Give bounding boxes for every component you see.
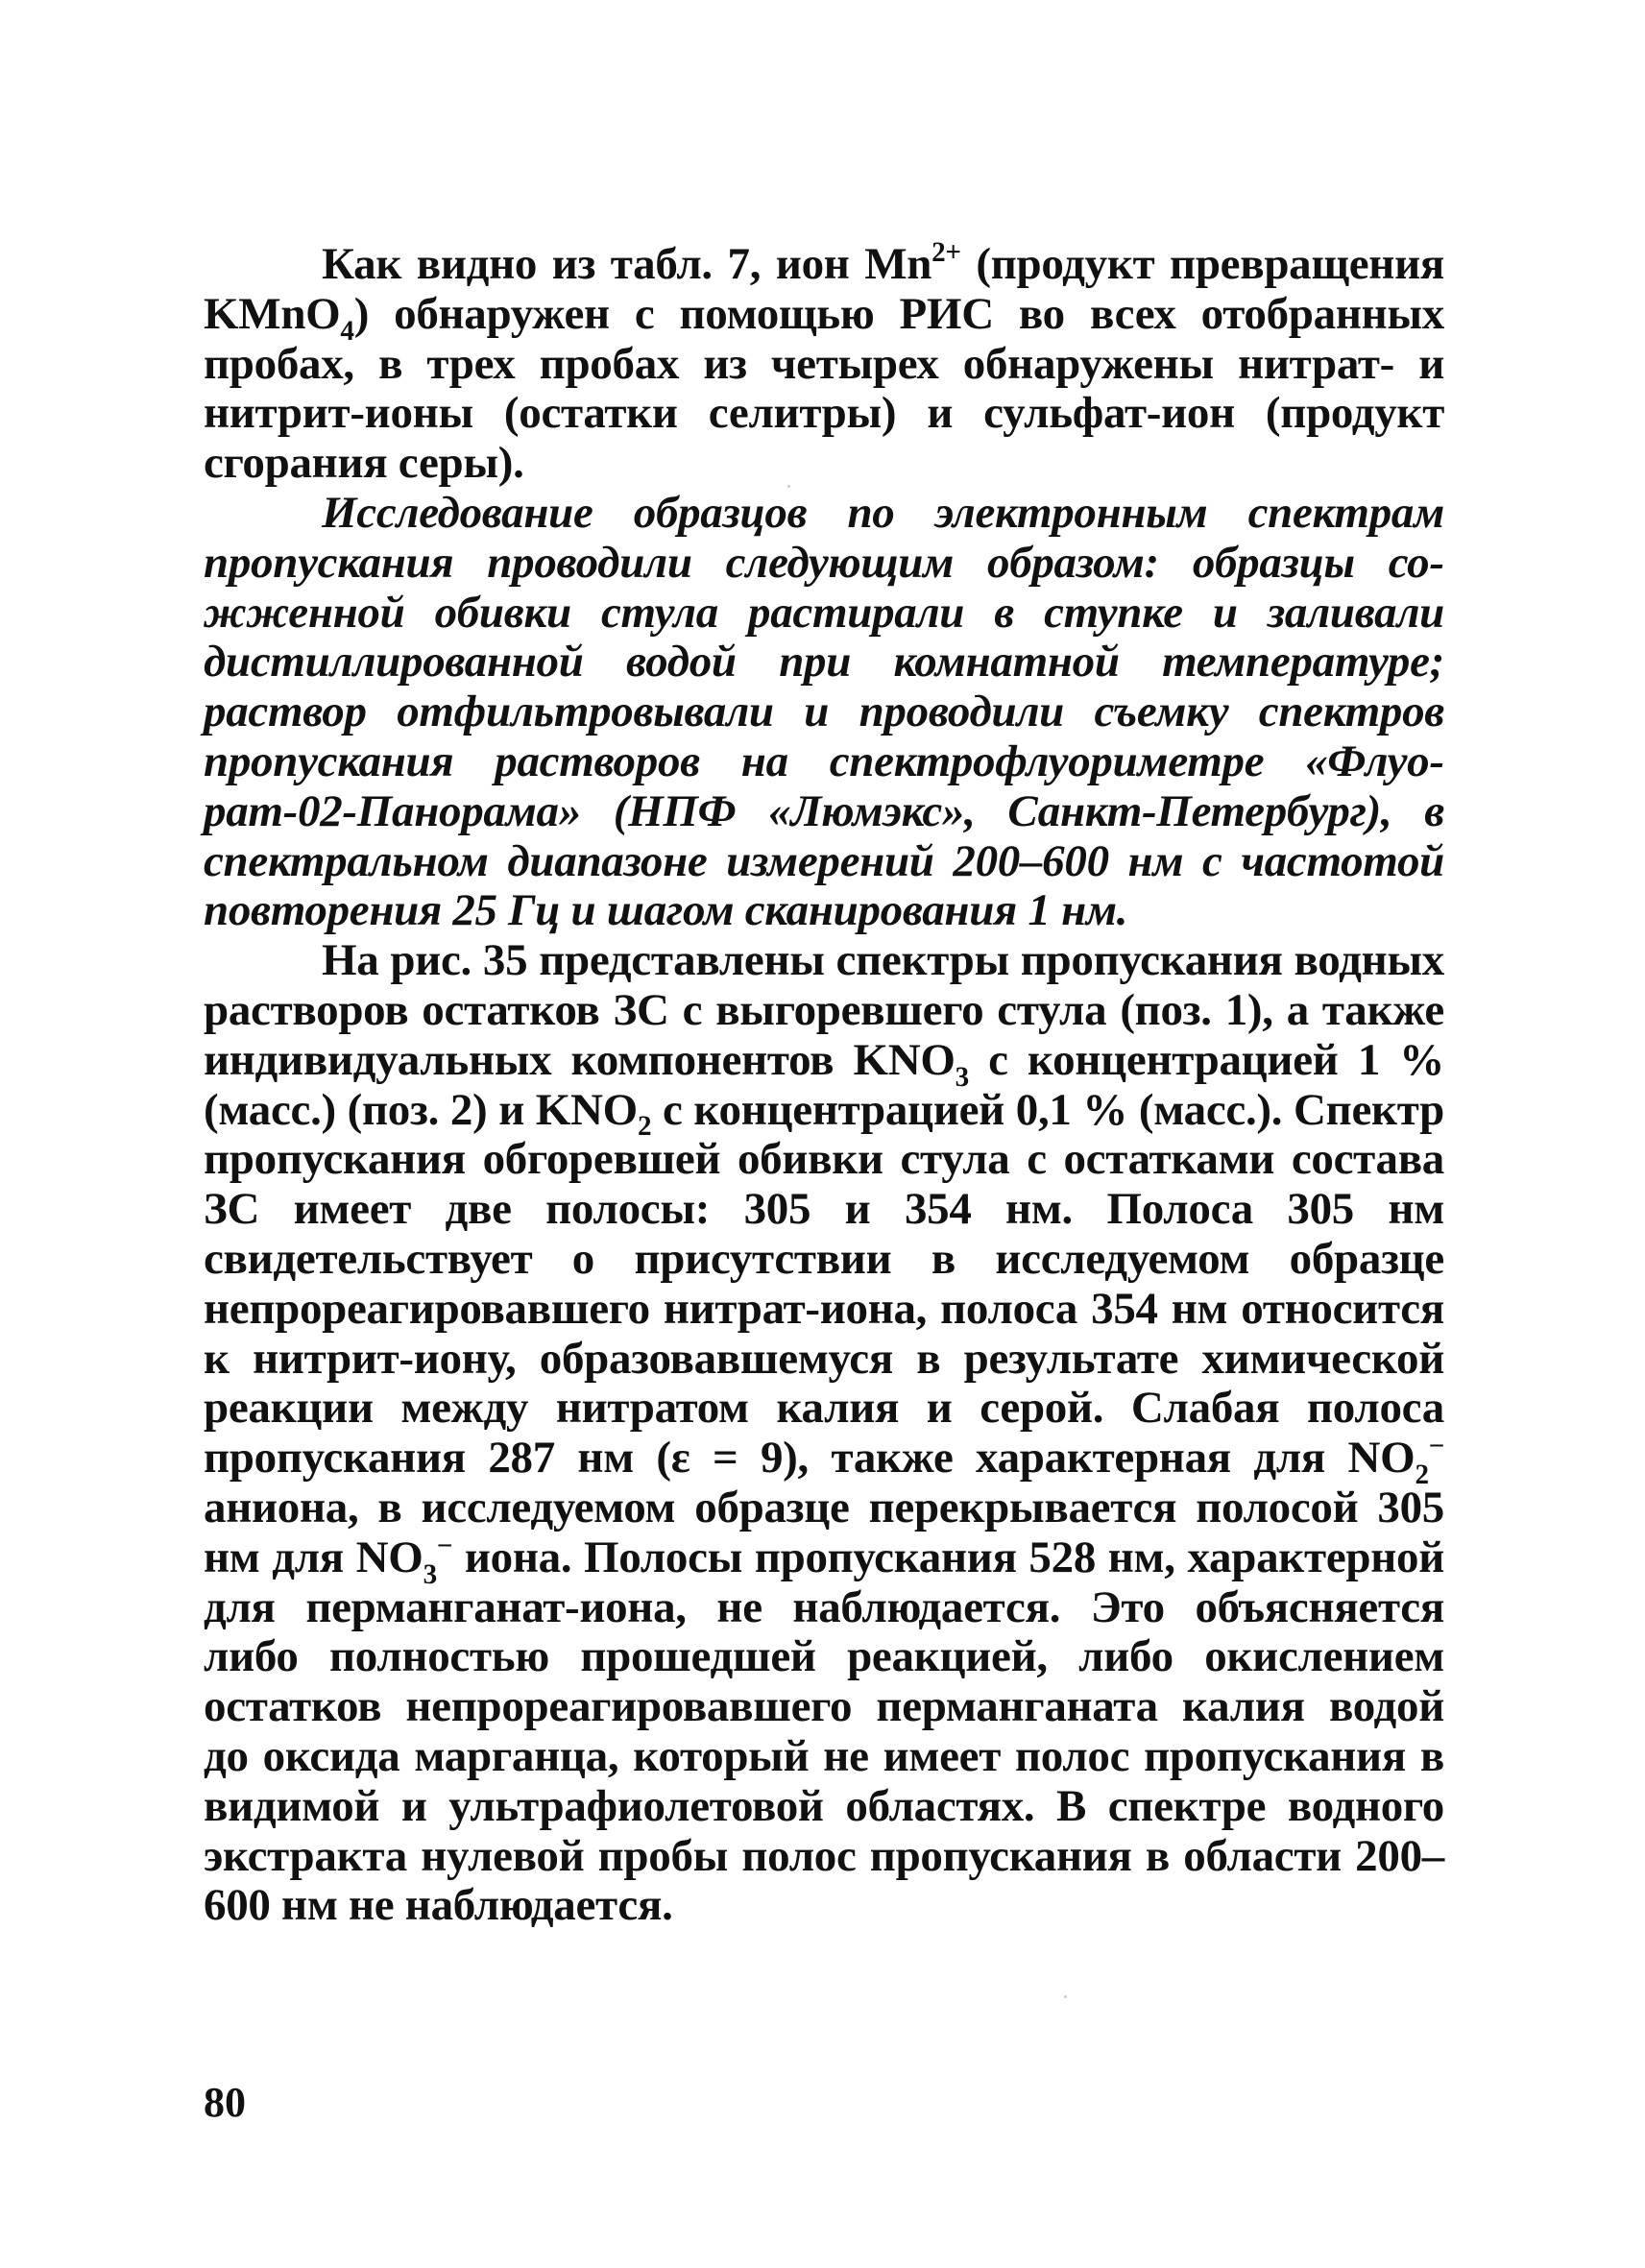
- superscript: −: [1428, 1431, 1444, 1462]
- text-run: с концентрацией 1 % (масс.) (поз. 2) и KNO: [204, 1034, 1444, 1135]
- text-run: Как видно из табл. 7, ион Mn: [322, 239, 932, 289]
- paragraph-2-method: [204, 489, 1444, 936]
- paragraph-1: [204, 236, 1444, 489]
- superscript: −: [436, 1530, 453, 1561]
- text-run: иона. Полосы пропускания 528 нм, характерной для перманганат-иона, не наблюдается. Это объясняется либо полностью прошедшей реакцией, либо окислением остатков непрореагировавшего перманганата калия водой до оксида марганца, который не имеет полос пропускания в видимой и ультрафиолетовой областях. В спектре водного экстракта нулевой пробы полос пропускания в области 200–600 нм не наблюдается.: [204, 1532, 1445, 1931]
- scan-speck: [787, 485, 790, 488]
- subscript: 2: [637, 1111, 652, 1143]
- text-run: ) обнаружен с помощью РИС во всех отобранных пробах, в трех пробах из четырех обнаружены нитрат- и нитрит-ионы (остатки селитры) и сульфат-ион (продукт сгорания серы).: [204, 288, 1444, 489]
- scan-speck: [1064, 1995, 1067, 1998]
- text-run: с концентрацией 0,1 % (масс.). Спектр пропускания обгоревшей обивки стула с остатками состава ЗС имеет две полосы: 305 и 354 нм. Полоса 305 нм свидетельствует о присутствии в исследуемом образце непрореагировавшего нитрат-иона, полоса 354 нм относится к нитрит-иону, образовавшемуся в результате химической реакции между нитратом калия и серой. Слабая полоса пропускания 287 нм (ε = 9), также характерная для NO: [204, 1084, 1445, 1484]
- subscript: 2: [1415, 1459, 1429, 1490]
- emphasis-text: по электронным спектрам пропускания: [204, 487, 1444, 588]
- superscript: 2+: [931, 236, 961, 268]
- paragraph-3-spectra: [204, 936, 1444, 1931]
- subscript: 4: [340, 315, 354, 347]
- body-text: [204, 236, 1445, 1931]
- subscript: 3: [955, 1061, 969, 1093]
- page-number: 80: [204, 2079, 246, 2126]
- text-run: (продукт превращения KMnO: [204, 239, 1444, 339]
- text-run: Исследование образцов: [322, 487, 848, 538]
- text-run: аниона, в исследуемом образце перекрывается полосой 305 нм для NO: [204, 1482, 1444, 1582]
- subscript: 3: [423, 1558, 437, 1590]
- text-run: проводили следующим образом: образцы сожженной обивки стула растирали в ступке и заливали дистиллированной водой при комнатной температуре; раствор отфильтровывали и проводили съемку спектров пропускания растворов на спектрофлуориметре «Флуорат-02-Панорама» (НПФ «Люмэкс», Санкт-Петербург), в спектральном диапазоне измерений 200–600 нм с частотой повторения 25 Гц и шагом сканирования 1 нм.: [204, 537, 1444, 936]
- text-run: На рис. 35 представлены спектры пропускания водных растворов остатков ЗС с выгоревшего стула (поз. 1), а также индивидуальных компонентов KNO: [204, 935, 1444, 1085]
